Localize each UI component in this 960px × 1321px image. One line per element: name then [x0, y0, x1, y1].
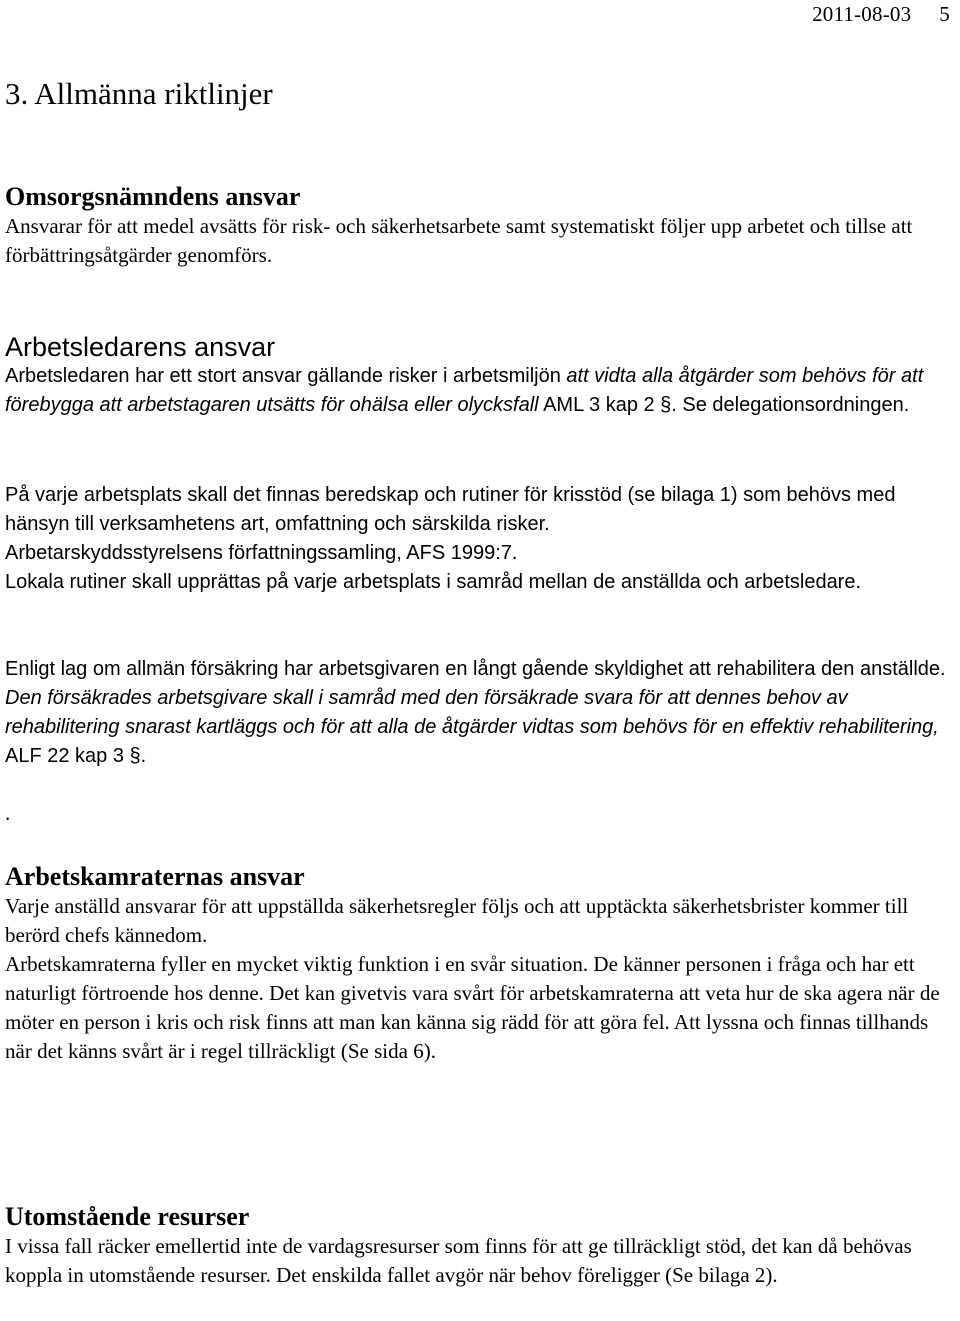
paragraph: Enligt lag om allmän försäkring har arbetsgivaren en långt gående skyldighet att rehabilitera den anställde. Den försäkrades arbetsgivare skall i samråd med den försäkrade svara för att dennes behov av rehabilitering snarast kartläggs och för att alla de åtgärder vidtas som behövs för en effektiv rehabilitering, ALF 22 kap 3 §.	[5, 658, 946, 767]
section-heading: Omsorgsnämndens ansvar	[5, 182, 301, 211]
section-heading: Utomstående resurser	[5, 1202, 250, 1231]
paragraph: Lokala rutiner skall upprättas på varje arbetsplats i samråd mellan de anställda och arbetsledare.	[5, 571, 862, 593]
stray-dot: .	[5, 801, 11, 825]
page-header	[812, 2, 950, 27]
section-text: Ansvarar för att medel avsätts för risk- och säkerhetsarbete samt systematiskt följer upp arbetet och tillse att förbättringsåtgärder genomförs.	[5, 214, 913, 267]
header-date: 2011-08-03	[812, 2, 912, 26]
section-arbetsplats	[5, 481, 955, 597]
paragraph: I vissa fall räcker emellertid inte de vardagsresurser som finns för att ge tillräckligt stöd, det kan då behövas koppla in utomstående resurser. Det enskilda fallet avgör när behov föreligger (Se bilaga 2).	[5, 1234, 912, 1287]
section-arbetsledare	[5, 332, 955, 420]
section-heading: Arbetskamraternas ansvar	[5, 862, 305, 891]
section-heading: Arbetsledarens ansvar	[5, 332, 276, 362]
paragraph: På varje arbetsplats skall det finnas beredskap och rutiner för krisstöd (se bilaga 1) som behövs med hänsyn till verksamhetens art, omfattning och särskilda risker.	[5, 484, 896, 535]
paragraph: Varje anställd ansvarar för att uppställda säkerhetsregler följs och att upptäckta säkerhetsbrister kommer till berörd chefs kännedom.	[5, 894, 909, 947]
section-omsorgsnamnden	[5, 182, 955, 270]
section-arbetskamrater	[5, 862, 955, 1066]
page-number: 5	[939, 2, 950, 26]
paragraph: Arbetarskyddsstyrelsens författningssamling, AFS 1999:7.	[5, 542, 518, 564]
page-title: 3. Allmänna riktlinjer	[5, 76, 273, 111]
paragraph: Arbetskamraterna fyller en mycket viktig funktion i en svår situation. De känner personen i fråga och har ett naturligt förtroende hos denne. Det kan givetvis vara svårt för arbetskamraterna att veta hur de ska agera när de möter en person i kris och risk finns att man kan känna sig rädd för att göra fel. Att lyssna och finnas tillhands när det känns svårt är i regel tillräckligt (Se sida 6).	[5, 952, 940, 1063]
section-rehabilitering	[5, 655, 955, 771]
section-utomstaende-resurser	[5, 1202, 955, 1290]
section-text: Arbetsledaren har ett stort ansvar gällande risker i arbetsmiljön att vidta alla åtgärder som behövs för att förebygga att arbetstagaren utsätts för ohälsa eller olycksfall AML 3 kap 2 §. Se delegationsordningen.	[5, 365, 924, 416]
